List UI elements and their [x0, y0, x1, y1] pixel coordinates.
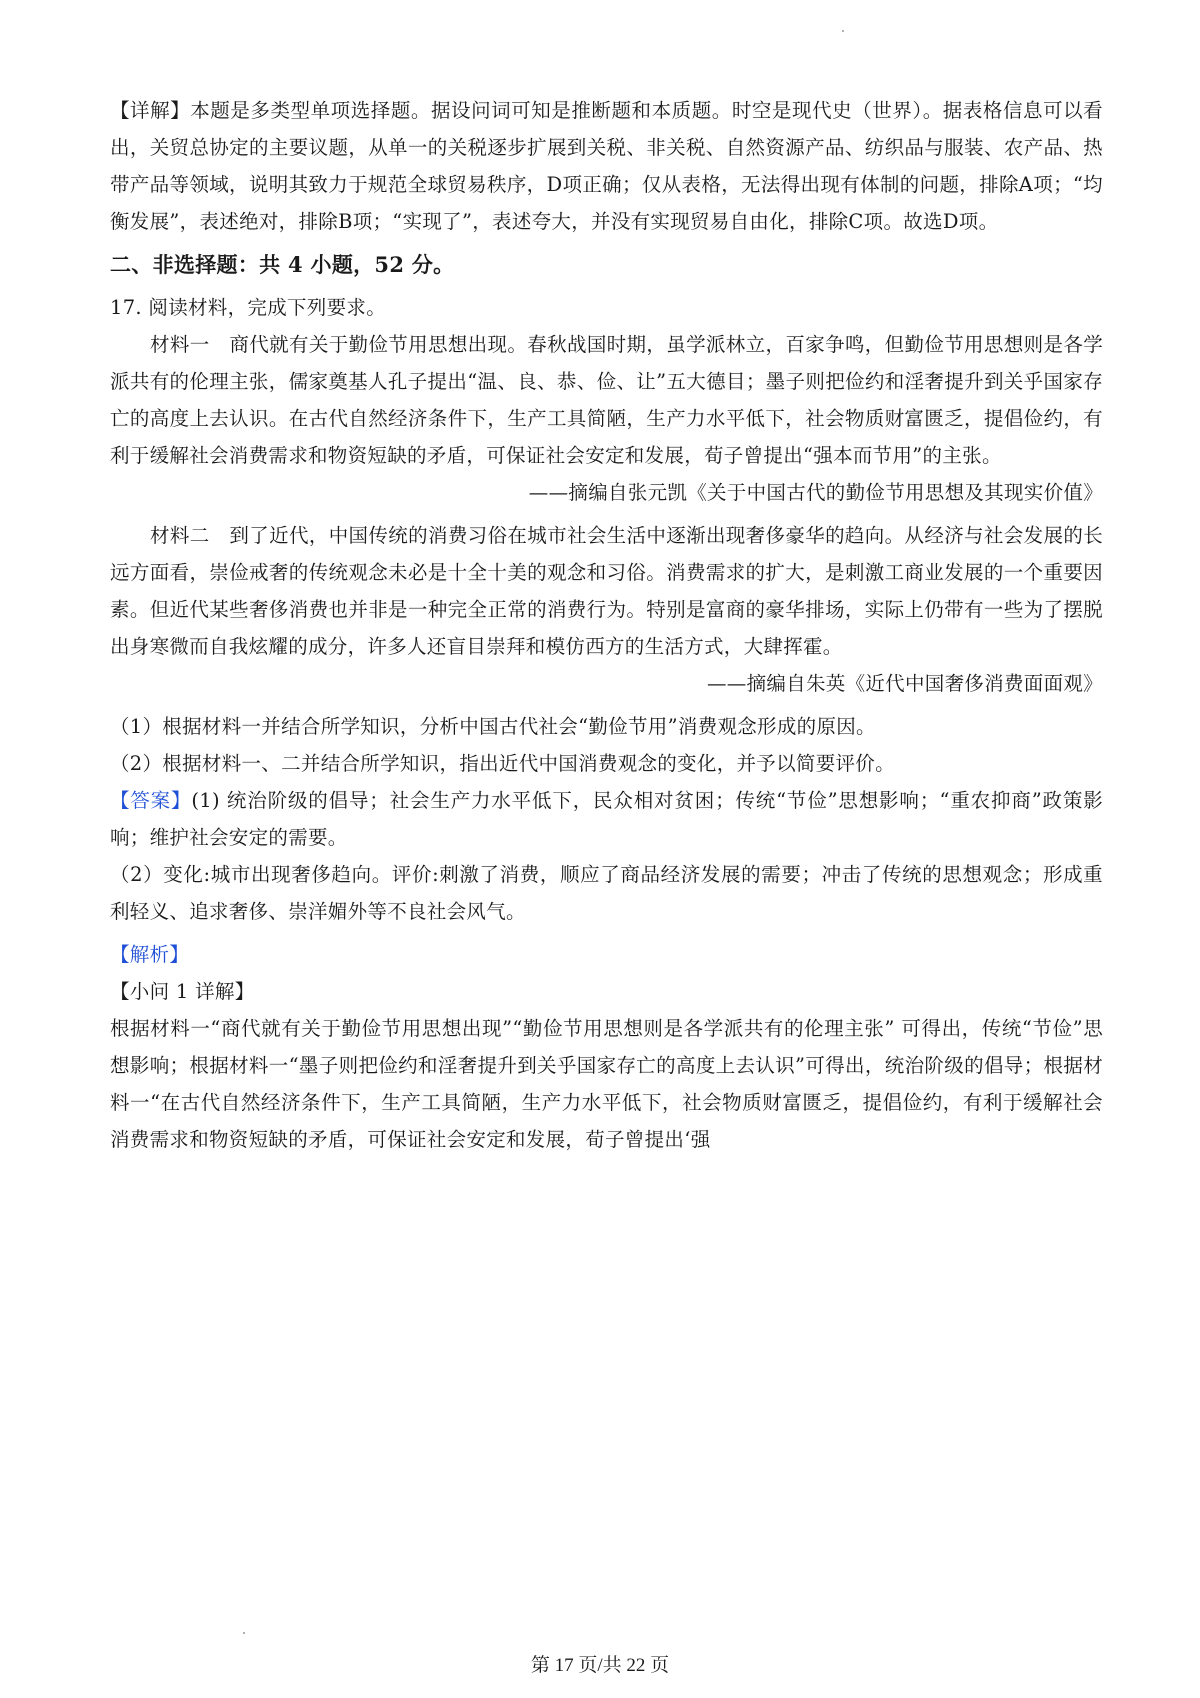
material-one: 材料一 商代就有关于勤俭节用思想出现。春秋战国时期，虽学派林立，百家争鸣，但勤俭节用思想则是各学派共有的伦理主张，儒家奠基人孔子提出“温、良、恭、俭、让”五大德目；墨子则把俭约和淫奢提升到关乎国家存亡的高度上去认识。在古代自然经济条件下，生产工具简陋，生产力水平低下，社会物质财富匮乏，提倡俭约，有利于缓解社会消费需求和物资短缺的矛盾，可保证社会安定和发展，荀子曾提出“强本而节用”的主张。 — [110, 333, 1103, 467]
answer-tag: 【答案】 — [110, 789, 192, 812]
previous-question-detail: 【详解】本题是多类型单项选择题。据设问词可知是推断题和本质题。时空是现代史（世界）。据表格信息可以看出，关贸总协定的主要议题，从单一的关税逐步扩展到关税、非关税、自然资源产品、纺织品与服装、农产品、热带产品等领域，说明其致力于规范全球贸易秩序，D项正确；仅从表格，无法得出现有体制的问题，排除A项；“均衡发展”，表述绝对，排除B项；“实现了”，表述夸大，并没有实现贸易自由化，排除C项。故选D项。 — [110, 99, 1103, 233]
material-one-source: ——摘编自张元凯《关于中国古代的勤俭节用思想及其现实价值》 — [528, 481, 1103, 504]
analysis-text: 根据材料一“商代就有关于勤俭节用思想出现”“勤俭节用思想则是各学派共有的伦理主张” 可得出，传统“节俭”思想影响；根据材料一“墨子则把俭约和淫奢提升到关乎国家存亡的高度上去认识”可得出，统治阶级的倡导；根据材料一“在古代自然经济条件下，生产工具简陋，生产力水平低下，社会物质财富匮乏，提倡俭约，有利于缓解社会消费需求和物资短缺的矛盾，可保证社会安定和发展，荀子曾提出‘强 — [110, 1017, 1103, 1151]
page-content — [110, 92, 1103, 1158]
answer-part-2: （2）变化:城市出现奢侈趋向。评价:刺激了消费，顺应了商品经济发展的需要；冲击了传统的思想观念；形成重利轻义、追求奢侈、崇洋媚外等不良社会风气。 — [110, 863, 1103, 923]
sub-question-1: （1）根据材料一并结合所学知识，分析中国古代社会“勤俭节用”消费观念形成的原因。 — [110, 715, 876, 738]
material-two-source: ——摘编自朱英《近代中国奢侈消费面面观》 — [706, 672, 1103, 695]
answer-1-text: (1) 统治阶级的倡导；社会生产力水平低下，民众相对贫困；传统“节俭”思想影响；“重农抑商”政策影响；维护社会安定的需要。 — [110, 789, 1103, 849]
scan-speck — [842, 30, 844, 32]
sub-question-2: （2）根据材料一、二并结合所学知识，指出近代中国消费观念的变化，并予以简要评价。 — [110, 752, 895, 775]
question-stem: 17. 阅读材料，完成下列要求。 — [110, 296, 387, 319]
analysis-tag: 【解析】 — [110, 943, 190, 966]
scan-speck — [243, 1632, 245, 1634]
material-two: 材料二 到了近代，中国传统的消费习俗在城市社会生活中逐渐出现奢侈豪华的趋向。从经济与社会发展的长远方面看，崇俭戒奢的传统观念未必是十全十美的观念和习俗。消费需求的扩大，是刺激工商业发展的一个重要因素。但近代某些奢侈消费也并非是一种完全正常的消费行为。特别是富商的豪华排场，实际上仍带有一些为了摆脱出身寒微而自我炫耀的成分，许多人还盲目崇拜和模仿西方的生活方式，大肆挥霍。 — [110, 524, 1103, 658]
page-footer: 第 17 页/共 22 页 — [530, 1655, 670, 1676]
answer-part-1 — [110, 782, 1103, 856]
sub-question-1-detail-heading: 【小问 1 详解】 — [110, 980, 255, 1003]
section-heading: 二、非选择题：共 4 小题，52 分。 — [110, 252, 455, 277]
